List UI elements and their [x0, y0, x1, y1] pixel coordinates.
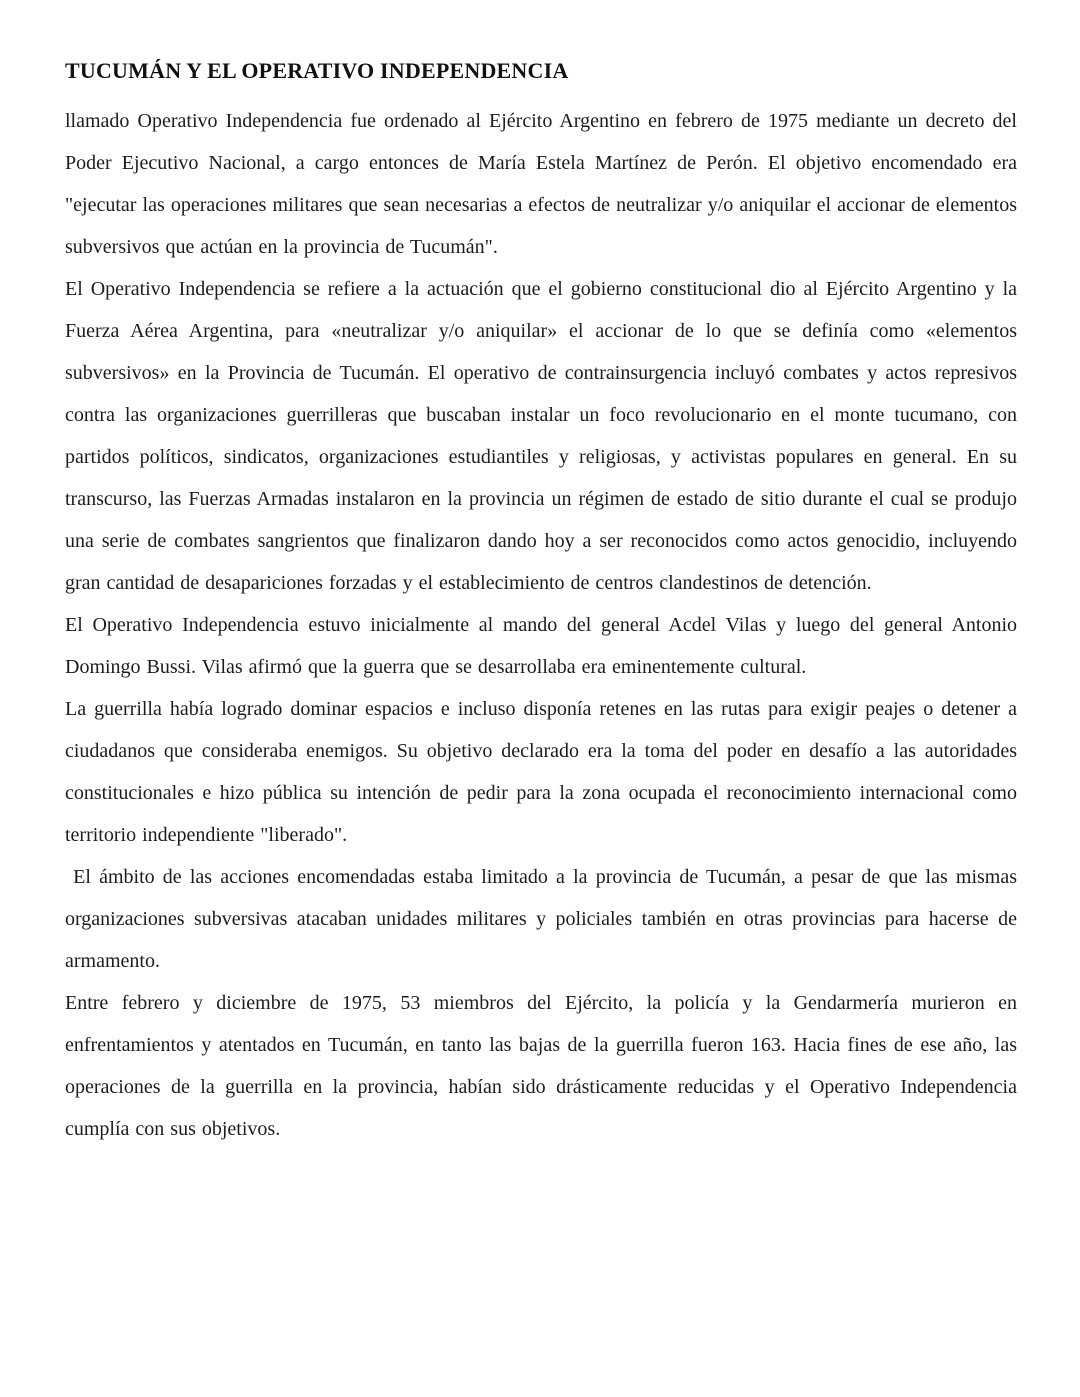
paragraph-bajas-resultados: Entre febrero y diciembre de 1975, 53 miembros del Ejército, la policía y la Gendarmería murieron en enfrentamientos y atentados en Tucumán, en tanto las bajas de la guerrilla fueron 163. Hacia fines de ese año, las operaciones de la guerrilla en la provincia, habían sido drásticamente reducidas y el Operativo Independencia cumplía con sus objetivos.	[65, 992, 1017, 1140]
paragraph-guerrilla-dominio: La guerrilla había logrado dominar espacios e incluso disponía retenes en las rutas para exigir peajes o detener a ciudadanos que consideraba enemigos. Su objetivo declarado era la toma del poder en desafío a las autoridades constitucionales e hizo pública su intención de pedir para la zona ocupada el reconocimiento internacional como territorio independiente "liberado".	[65, 698, 1017, 846]
paragraph-actuacion-gobierno: El Operativo Independencia se refiere a la actuación que el gobierno constitucional dio al Ejército Argentino y la Fuerza Aérea Argentina, para «neutralizar y/o aniquilar» el accionar de lo que se definía como «elementos subversivos» en la Provincia de Tucumán. El operativo de contrainsurgencia incluyó combates y actos represivos contra las organizaciones guerrilleras que buscaban instalar un foco revolucionario en el monte tucumano, con partidos políticos, sindicatos, organizaciones estudiantiles y religiosas, y activistas populares en general. En su transcurso, las Fuerzas Armadas instalaron en la provincia un régimen de estado de sitio durante el cual se produjo una serie de combates sangrientos que finalizaron dando hoy a ser reconocidos como actos genocidio, incluyendo gran cantidad de desapariciones forzadas y el establecimiento de centros clandestinos de detención.	[65, 278, 1017, 594]
paragraph-operativo-ordenado: llamado Operativo Independencia fue ordenado al Ejército Argentino en febrero de 1975 mediante un decreto del Poder Ejecutivo Nacional, a cargo entonces de María Estela Martínez de Perón. El objetivo encomendado era "ejecutar las operaciones militares que sean necesarias a efectos de neutralizar y/o aniquilar el accionar de elementos subversivos que actúan en la provincia de Tucumán".	[65, 110, 1017, 258]
paragraph-mando-generales: El Operativo Independencia estuvo inicialmente al mando del general Acdel Vilas y luego del general Antonio Domingo Bussi. Vilas afirmó que la guerra que se desarrollaba era eminentemente cultural.	[65, 614, 1017, 678]
document-title: TUCUMÁN Y EL OPERATIVO INDEPENDENCIA	[65, 58, 569, 83]
paragraph-ambito-acciones: El ámbito de las acciones encomendadas estaba limitado a la provincia de Tucumán, a pesar de que las mismas organizaciones subversivas atacaban unidades militares y policiales también en otras provincias para hacerse de armamento.	[65, 866, 1017, 972]
